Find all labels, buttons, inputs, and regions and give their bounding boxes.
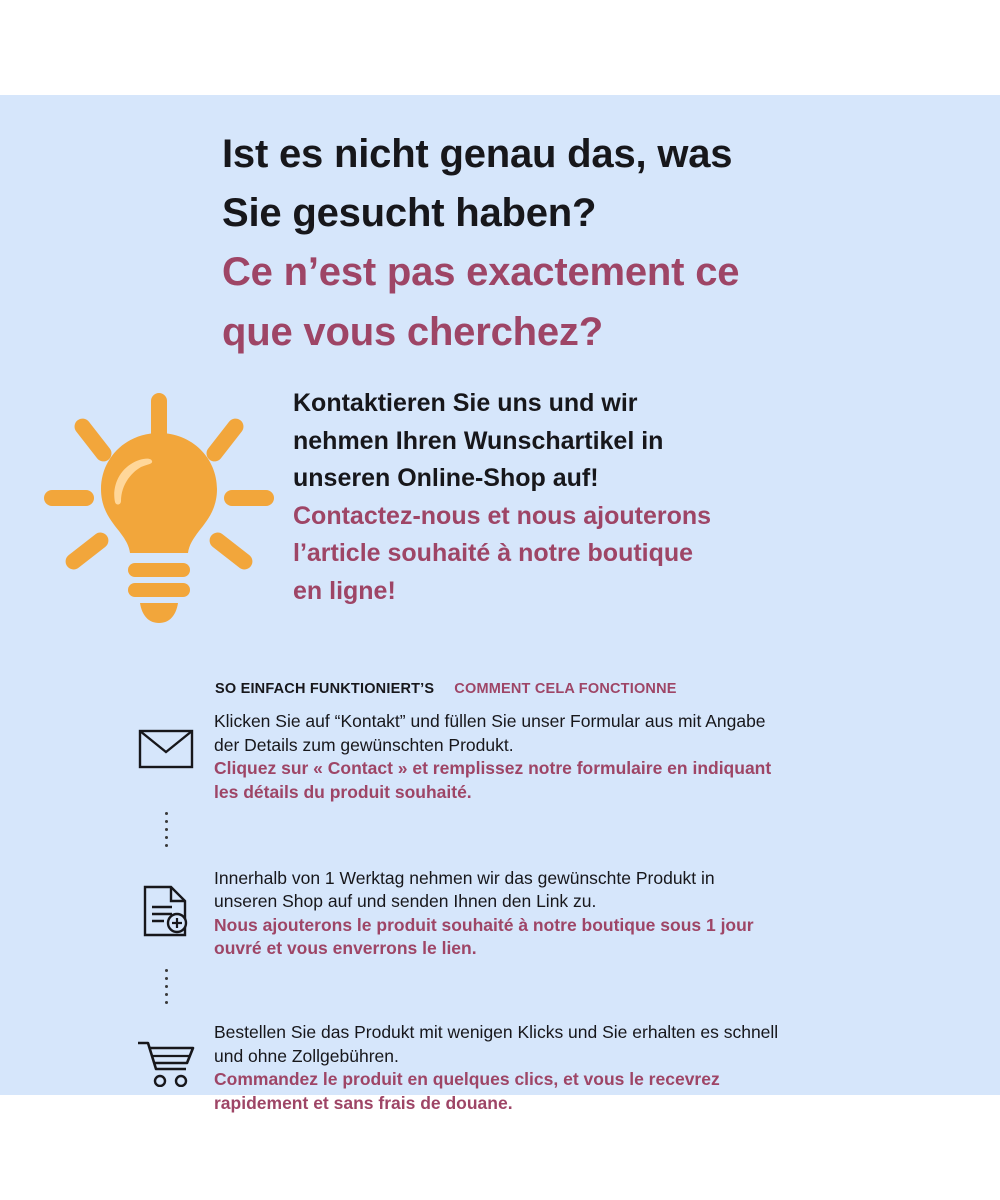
headline-de-line2: Sie gesucht haben? xyxy=(222,191,597,236)
lightbulb-icon xyxy=(38,385,278,645)
connector-dots xyxy=(118,805,214,855)
headline-fr-line1: Ce n’est pas exactement ce xyxy=(222,250,740,295)
sub-fr-line2: l’article souhaité à notre boutique xyxy=(293,539,694,567)
sub-de-line3: unseren Online-Shop auf! xyxy=(293,464,599,492)
how-it-works-heading xyxy=(215,681,677,697)
headline-de-line1: Ist es nicht genau das, was xyxy=(222,132,733,176)
sub-de-line1: Kontaktieren Sie uns und wir xyxy=(293,389,638,417)
step-fr-line1: Commandez le produit en quelques clics, et vous le recevrez xyxy=(214,1069,720,1090)
how-it-works-fr-label: COMMENT CELA FONCTIONNE xyxy=(454,681,677,697)
steps-list xyxy=(118,710,948,1116)
envelope-icon xyxy=(118,710,214,770)
step-de-line1: Bestellen Sie das Produkt mit wenigen Klicks und Sie erhalten es schnell xyxy=(214,1022,779,1042)
step-fr-line1: Cliquez sur « Contact » et remplissez notre formulaire en indiquant xyxy=(214,758,772,779)
sub-de-line2: nehmen Ihren Wunschartikel in xyxy=(293,426,664,455)
sub-fr-line1: Contactez-nous et nous ajouterons xyxy=(293,501,712,530)
step-fr-line1: Nous ajouterons le produit souhaité à notre boutique sous 1 jour xyxy=(214,914,754,935)
step-item xyxy=(118,867,948,962)
headline-block xyxy=(222,125,922,362)
step-item xyxy=(118,710,948,805)
subheadline-block xyxy=(293,385,893,610)
step-de-line1: Klicken Sie auf “Kontakt” und füllen Sie unser Formular aus mit Angabe xyxy=(214,711,766,731)
document-add-icon xyxy=(118,867,214,937)
sub-fr-line3: en ligne! xyxy=(293,576,396,605)
step-fr-line2: rapidement et sans frais de douane. xyxy=(214,1092,513,1113)
step-fr-line2: les détails du produit souhaité. xyxy=(214,781,472,802)
step-text xyxy=(214,710,948,805)
step-de-line2: und ohne Zollgebühren. xyxy=(214,1045,399,1066)
step-de-line1: Innerhalb von 1 Werktag nehmen wir das gewünschte Produkt in xyxy=(214,867,715,888)
step-de-line2: unseren Shop auf und senden Ihnen den Link zu. xyxy=(214,891,597,912)
how-it-works-de-label: SO EINFACH FUNKTIONIERT’S xyxy=(215,681,435,697)
step-de-line2: der Details zum gewünschten Produkt. xyxy=(214,734,514,755)
step-text xyxy=(214,867,948,962)
headline-fr-line2: que vous cherchez? xyxy=(222,309,603,354)
shopping-cart-icon xyxy=(118,1021,214,1087)
step-item xyxy=(118,1021,948,1116)
step-fr-line2: ouvré et vous enverrons le lien. xyxy=(214,938,477,959)
connector-dots xyxy=(118,961,214,1011)
step-text xyxy=(214,1021,948,1116)
